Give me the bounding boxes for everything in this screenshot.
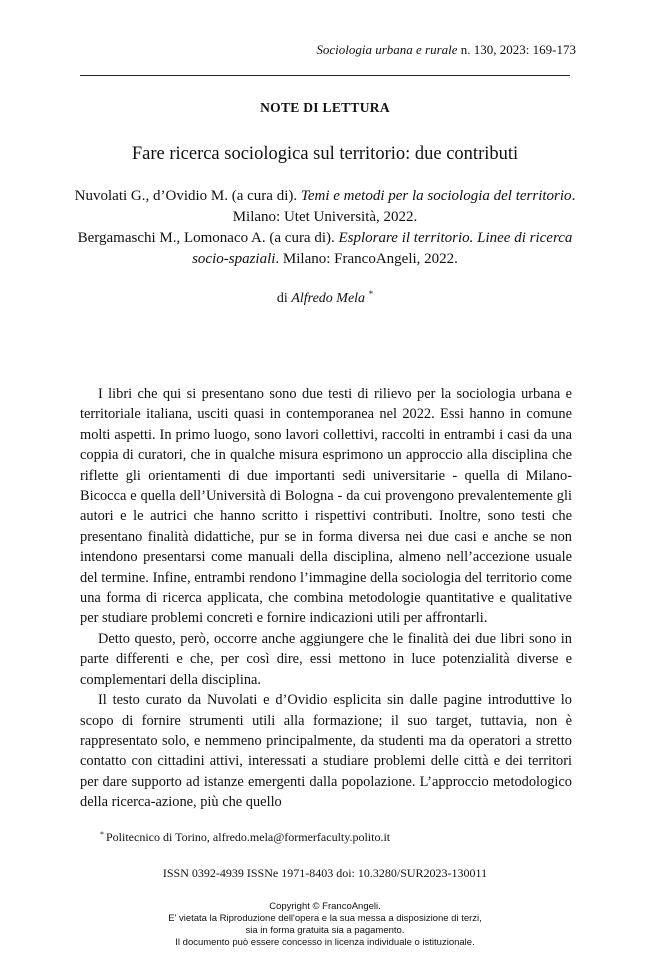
footnote (100, 830, 390, 845)
book-references (70, 186, 580, 270)
body-paragraph-3: Il testo curato da Nuvolati e d’Ovidio esplicita sin dalle pagine introduttive lo scopo di fornire strumenti utili alla formazione; il suo target, tuttavia, non è rappresentato solo, e nemmeno principalmente, da studenti ma da operatori a stretto contatto con cittadini attivi, interessati a studiare problemi delle città e dei territori per dare supporto ad istanze emergenti dalla popolazione. L’approccio metodologico della ricerca-azione, più che quello (80, 692, 572, 811)
journal-name: Sociologia urbana e rurale (316, 42, 458, 57)
reference-1 (70, 186, 580, 228)
byline (0, 289, 650, 307)
journal-issue: n. 130, 2023: 169-173 (460, 42, 576, 57)
section-label: NOTE DI LETTURA (260, 100, 390, 115)
journal-header (316, 42, 576, 58)
reference-authors: Bergamaschi M., Lomonaco A. (a cura di). (77, 230, 339, 246)
header-divider (80, 75, 570, 76)
reference-book-title: Temi e metodi per la sociologia del territorio (300, 188, 572, 204)
article-title: Fare ricerca sociologica sul territorio: due contributi (131, 144, 519, 164)
copyright-line: sia in forma gratuita sia a pagamento. (245, 925, 405, 936)
byline-prefix: di (276, 291, 292, 306)
reference-book-title: Esplorare il territorio. Linee di ricerca socio-spaziali (192, 230, 573, 267)
copyright-line: E' vietata la Riproduzione dell'opera e la sua messa a disposizione di terzi, (168, 913, 482, 924)
copyright-line: Il documento può essere concesso in licenza individuale o istituzionale. (175, 937, 475, 948)
reference-publisher: . Milano: Utet Università, 2022. (232, 188, 576, 225)
article-body (80, 384, 572, 813)
issn-doi-line: ISSN 0392-4939 ISSNe 1971-8403 doi: 10.3280/SUR2023-130011 (162, 866, 488, 880)
reference-2 (70, 228, 580, 270)
footnote-text: Politecnico di Torino, alfredo.mela@formerfaculty.polito.it (106, 830, 391, 844)
byline-author: Alfredo Mela (291, 291, 366, 306)
body-paragraph-1: I libri che qui si presentano sono due testi di rilievo per la sociologia urbana e territoriale italiana, usciti quasi in contemporanea nel 2022. Essi hanno in comune molti aspetti. In primo luogo, sono lavori collettivi, raccolti in entrambi i casi da una coppia di curatori, che in qualche misura esprimono un approccio alla disciplina che riflette gli orientamenti di due importanti sedi universitarie - quella di Milano-Bicocca e quella dell’Università di Bologna - da cui provengono prevalentemente gli autori e le autrici che hanno scritto i rispettivi contributi. Inoltre, sono testi che presentano finalità didattiche, pur se in forma diversa nei due casi e anche se non intendono presentarsi come manuali della disciplina, almeno nell’accezione usuale del termine. Infine, entrambi rendono l’immagine della sociologia del territorio come una forma di ricerca applicata, che combina metodologie quantitative e qualitative per studiare problemi concreti e fornire indicazioni utili per affrontarli. (80, 386, 572, 627)
body-paragraph-2: Detto questo, però, occorre anche aggiungere che le finalità dei due libri sono in parte differenti e che, per così dire, essi mettono in luce potenzialità diverse e complementari della disciplina. (80, 630, 572, 688)
reference-authors: Nuvolati G., d’Ovidio M. (a cura di). (74, 188, 301, 204)
footnote-marker: * (368, 289, 374, 299)
copyright-line: Copyright © FrancoAngeli. (269, 901, 381, 912)
copyright-notice (0, 901, 650, 949)
reference-publisher: . Milano: FrancoAngeli, 2022. (275, 251, 458, 267)
footnote-marker: * (100, 830, 104, 839)
